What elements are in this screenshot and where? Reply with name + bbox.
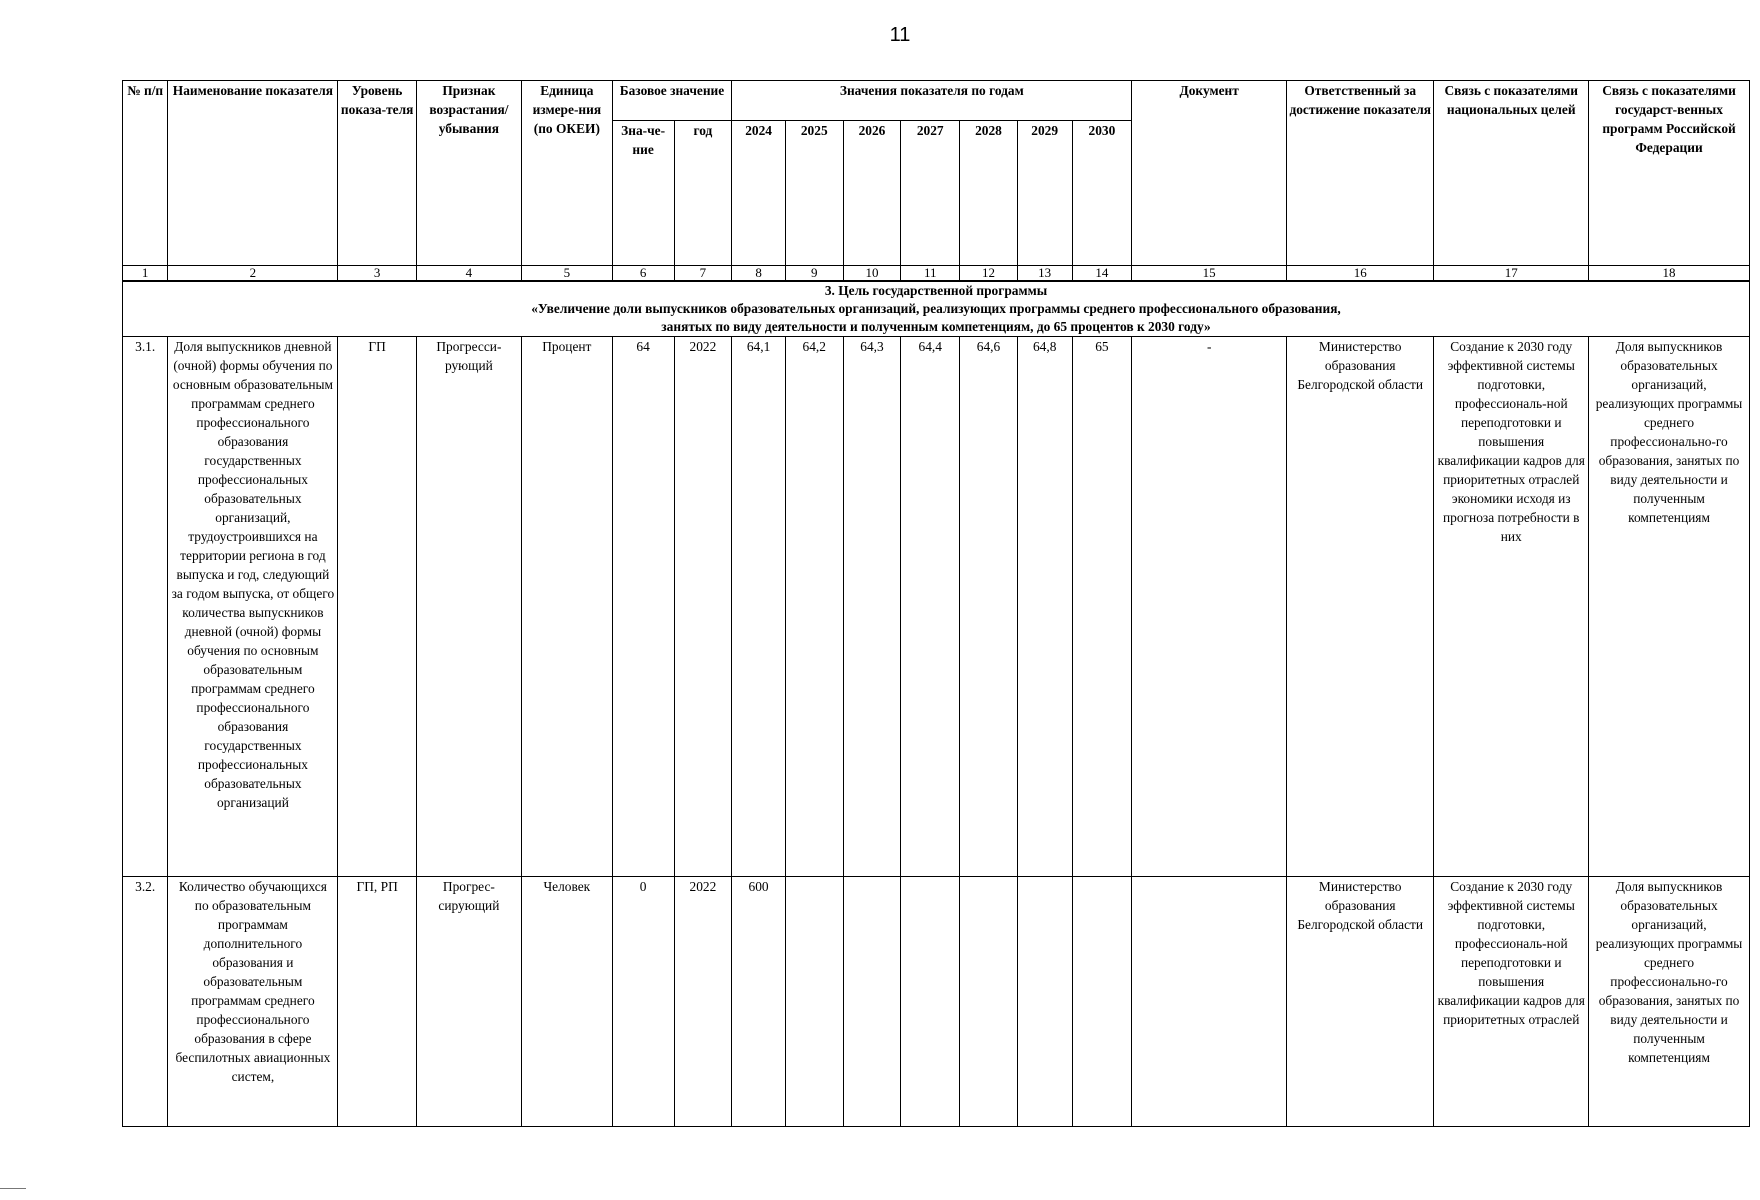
row-value-2028: 64,6: [960, 337, 1018, 877]
goal-title: 3. Цель государственной программы: [824, 283, 1048, 298]
column-number: 13: [1017, 266, 1072, 282]
row-state-program: Доля выпускников образовательных организаций, реализующих программы среднего профессионально-го образования, занятых по виду деятельности и полученным компетенциям: [1589, 877, 1750, 1127]
row-national-goal: Создание к 2030 году эффективной системы подготовки, профессиональ-ной переподготовки и повышения квалификации кадров для приоритетных отраслей: [1434, 877, 1589, 1127]
row-value-2028: [960, 877, 1018, 1127]
column-number: 8: [732, 266, 786, 282]
row-base-year: 2022: [674, 877, 732, 1127]
header-trend: Признак возрастания/ убывания: [416, 81, 521, 266]
table-row: [123, 877, 1750, 1127]
row-indicator-name: Доля выпускников дневной (очной) формы обучения по основным образовательным программам среднего профессионального образования государственных профессиональных образовательных организаций, трудоустроившихся на территории региона в год выпуска и год, следующий за годом выпуска, от общего количества выпускников дневной (очной) формы обучения по основным образовательным программам среднего профессионального образования государственных профессиональных образовательных организаций: [168, 337, 338, 877]
header-state-programs: Связь с показателями государст-венных программ Российской Федерации: [1589, 81, 1750, 266]
header-base-value: Зна-че-ние: [612, 121, 674, 266]
row-trend: Прогрес-сирующий: [416, 877, 521, 1127]
column-number: 12: [960, 266, 1018, 282]
goal-text-line: «Увеличение доли выпускников образовательных организаций, реализующих программы среднего профессионального образования,: [531, 301, 1341, 316]
column-number: 14: [1072, 266, 1132, 282]
row-indicator-name: Количество обучающихся по образовательным программам дополнительного образования и образовательным программам среднего профессионального образования в сфере беспилотных авиационных систем,: [168, 877, 338, 1127]
header-years-group: Значения показателя по годам: [732, 81, 1132, 121]
row-trend: Прогресси-рующий: [416, 337, 521, 877]
goal-heading: [123, 281, 1750, 337]
column-number: 16: [1287, 266, 1434, 282]
header-num: № п/п: [123, 81, 168, 266]
indicators-table: [122, 80, 1750, 1127]
row-value-2029: [1017, 877, 1072, 1127]
header-national-goals: Связь с показателями национальных целей: [1434, 81, 1589, 266]
row-base-value: 64: [612, 337, 674, 877]
header-year-2029: 2029: [1017, 121, 1072, 266]
column-number: 5: [521, 266, 612, 282]
header-year-2026: 2026: [843, 121, 901, 266]
column-number: 2: [168, 266, 338, 282]
header-year-2030: 2030: [1072, 121, 1132, 266]
column-number: 4: [416, 266, 521, 282]
row-value-2025: 64,2: [785, 337, 843, 877]
column-number: 1: [123, 266, 168, 282]
column-number: 7: [674, 266, 732, 282]
header-year-2028: 2028: [960, 121, 1018, 266]
row-value-2030: [1072, 877, 1132, 1127]
column-number: 10: [843, 266, 901, 282]
row-level: ГП, РП: [338, 877, 416, 1127]
row-num: 3.1.: [123, 337, 168, 877]
table-header: [123, 81, 1750, 282]
column-number: 11: [901, 266, 960, 282]
header-level: Уровень показа-теля: [338, 81, 416, 266]
goal-text-line: занятых по виду деятельности и полученным компетенциям, до 65 процентов к 2030 году»: [661, 319, 1211, 334]
row-state-program: Доля выпускников образовательных организаций, реализующих программы среднего профессионально-го образования, занятых по виду деятельности и полученным компетенциям: [1589, 337, 1750, 877]
column-number: 18: [1589, 266, 1750, 282]
row-responsible: Министерство образования Белгородской области: [1287, 877, 1434, 1127]
row-value-2027: 64,4: [901, 337, 960, 877]
column-number: 6: [612, 266, 674, 282]
header-year-2027: 2027: [901, 121, 960, 266]
row-unit: Процент: [521, 337, 612, 877]
column-number: 17: [1434, 266, 1589, 282]
row-responsible: Министерство образования Белгородской области: [1287, 337, 1434, 877]
header-unit: Единица измере-ния (по ОКЕИ): [521, 81, 612, 266]
row-value-2026: [843, 877, 901, 1127]
row-num: 3.2.: [123, 877, 168, 1127]
row-national-goal: Создание к 2030 году эффективной системы подготовки, профессиональ-ной переподготовки и повышения квалификации кадров для приоритетных отраслей экономики исходя из прогноза потребности в них: [1434, 337, 1589, 877]
row-value-2024: 64,1: [732, 337, 786, 877]
row-value-2026: 64,3: [843, 337, 901, 877]
header-document: Документ: [1132, 81, 1287, 266]
header-base-group: Базовое значение: [612, 81, 732, 121]
page-number: 11: [889, 24, 911, 46]
column-number: 3: [338, 266, 416, 282]
row-value-2024: 600: [732, 877, 786, 1127]
row-value-2027: [901, 877, 960, 1127]
row-document: -: [1132, 337, 1287, 877]
scan-edge-mark: [0, 1188, 26, 1189]
goal-row: [123, 281, 1750, 337]
row-base-value: 0: [612, 877, 674, 1127]
table-row: [123, 337, 1750, 877]
row-level: ГП: [338, 337, 416, 877]
header-name: Наименование показателя: [168, 81, 338, 266]
row-unit: Человек: [521, 877, 612, 1127]
column-number-row: [123, 266, 1750, 282]
header-base-year: год: [674, 121, 732, 266]
column-number: 9: [785, 266, 843, 282]
row-value-2030: 65: [1072, 337, 1132, 877]
row-value-2025: [785, 877, 843, 1127]
column-number: 15: [1132, 266, 1287, 282]
header-responsible: Ответственный за достижение показателя: [1287, 81, 1434, 266]
row-document: [1132, 877, 1287, 1127]
row-base-year: 2022: [674, 337, 732, 877]
header-year-2025: 2025: [785, 121, 843, 266]
header-year-2024: 2024: [732, 121, 786, 266]
row-value-2029: 64,8: [1017, 337, 1072, 877]
